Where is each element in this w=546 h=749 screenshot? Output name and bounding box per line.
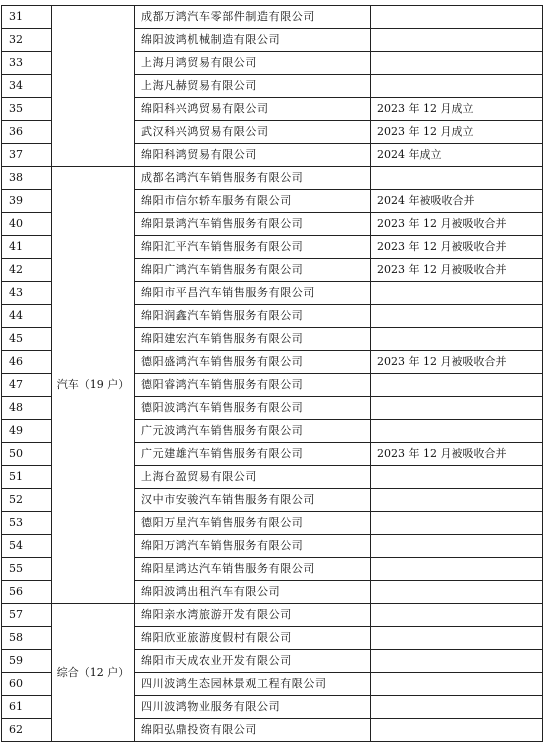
remark: 2023 年 12 月成立 xyxy=(371,121,543,144)
company-name: 绵阳波鸿出租汽车有限公司 xyxy=(135,581,371,604)
remark xyxy=(371,696,543,719)
company-name: 绵阳市天成农业开发有限公司 xyxy=(135,650,371,673)
table-row xyxy=(2,604,543,627)
remark: 2023 年 12 月被吸收合并 xyxy=(371,351,543,374)
remark xyxy=(371,673,543,696)
remark xyxy=(371,397,543,420)
company-name: 德阳万星汽车销售服务有限公司 xyxy=(135,512,371,535)
category-cell xyxy=(52,6,135,167)
remark xyxy=(371,512,543,535)
company-name: 绵阳万鸿汽车销售服务有限公司 xyxy=(135,535,371,558)
row-number: 40 xyxy=(2,213,52,236)
remark xyxy=(371,535,543,558)
row-number: 57 xyxy=(2,604,52,627)
category-cell: 综合（12 户） xyxy=(52,604,135,742)
remark xyxy=(371,167,543,190)
row-number: 45 xyxy=(2,328,52,351)
company-name: 成都名鸿汽车销售服务有限公司 xyxy=(135,167,371,190)
row-number: 52 xyxy=(2,489,52,512)
remark xyxy=(371,328,543,351)
company-name: 德阳盛鸿汽车销售服务有限公司 xyxy=(135,351,371,374)
company-name: 绵阳市信尔轿车服务有限公司 xyxy=(135,190,371,213)
company-name: 广元波鸿汽车销售服务有限公司 xyxy=(135,420,371,443)
row-number: 34 xyxy=(2,75,52,98)
row-number: 35 xyxy=(2,98,52,121)
row-number: 49 xyxy=(2,420,52,443)
remark xyxy=(371,719,543,742)
remark xyxy=(371,650,543,673)
row-number: 54 xyxy=(2,535,52,558)
company-name: 绵阳润鑫汽车销售服务有限公司 xyxy=(135,305,371,328)
row-number: 60 xyxy=(2,673,52,696)
remark xyxy=(371,420,543,443)
remark xyxy=(371,305,543,328)
company-name: 绵阳广鸿汽车销售服务有限公司 xyxy=(135,259,371,282)
company-table-body xyxy=(2,6,543,742)
row-number: 44 xyxy=(2,305,52,328)
row-number: 39 xyxy=(2,190,52,213)
remark xyxy=(371,466,543,489)
remark xyxy=(371,581,543,604)
remark: 2023 年 12 月被吸收合并 xyxy=(371,236,543,259)
company-name: 汉中市安骏汽车销售服务有限公司 xyxy=(135,489,371,512)
company-name: 绵阳景鸿汽车销售服务有限公司 xyxy=(135,213,371,236)
remark: 2023 年 12 月被吸收合并 xyxy=(371,259,543,282)
company-name: 绵阳亲水湾旅游开发有限公司 xyxy=(135,604,371,627)
company-name: 德阳波鸿汽车销售服务有限公司 xyxy=(135,397,371,420)
row-number: 53 xyxy=(2,512,52,535)
company-name: 绵阳弘鼎投资有限公司 xyxy=(135,719,371,742)
row-number: 38 xyxy=(2,167,52,190)
row-number: 32 xyxy=(2,29,52,52)
category-cell: 汽车（19 户） xyxy=(52,167,135,604)
company-name: 德阳睿鸿汽车销售服务有限公司 xyxy=(135,374,371,397)
company-name: 绵阳科鸿贸易有限公司 xyxy=(135,144,371,167)
row-number: 55 xyxy=(2,558,52,581)
company-name: 四川波鸿物业服务有限公司 xyxy=(135,696,371,719)
company-table xyxy=(1,5,543,742)
row-number: 47 xyxy=(2,374,52,397)
row-number: 41 xyxy=(2,236,52,259)
remark xyxy=(371,29,543,52)
company-name: 绵阳建宏汽车销售服务有限公司 xyxy=(135,328,371,351)
remark xyxy=(371,604,543,627)
remark xyxy=(371,6,543,29)
remark xyxy=(371,75,543,98)
company-name: 绵阳星鸿达汽车销售服务有限公司 xyxy=(135,558,371,581)
row-number: 37 xyxy=(2,144,52,167)
row-number: 61 xyxy=(2,696,52,719)
company-name: 成都万鸿汽车零部件制造有限公司 xyxy=(135,6,371,29)
company-name: 上海月鸿贸易有限公司 xyxy=(135,52,371,75)
row-number: 36 xyxy=(2,121,52,144)
company-name: 绵阳科兴鸿贸易有限公司 xyxy=(135,98,371,121)
company-name: 四川波鸿生态园林景观工程有限公司 xyxy=(135,673,371,696)
table-row xyxy=(2,6,543,29)
company-name: 绵阳市平昌汽车销售服务有限公司 xyxy=(135,282,371,305)
remark xyxy=(371,489,543,512)
row-number: 43 xyxy=(2,282,52,305)
remark: 2023 年 12 月被吸收合并 xyxy=(371,443,543,466)
row-number: 58 xyxy=(2,627,52,650)
company-name: 武汉科兴鸿贸易有限公司 xyxy=(135,121,371,144)
remark xyxy=(371,627,543,650)
row-number: 56 xyxy=(2,581,52,604)
remark: 2024 年成立 xyxy=(371,144,543,167)
remark: 2023 年 12 月被吸收合并 xyxy=(371,213,543,236)
company-name: 绵阳汇平汽车销售服务有限公司 xyxy=(135,236,371,259)
row-number: 59 xyxy=(2,650,52,673)
remark xyxy=(371,282,543,305)
remark xyxy=(371,558,543,581)
company-name: 绵阳波鸿机械制造有限公司 xyxy=(135,29,371,52)
row-number: 42 xyxy=(2,259,52,282)
row-number: 51 xyxy=(2,466,52,489)
remark xyxy=(371,374,543,397)
row-number: 50 xyxy=(2,443,52,466)
row-number: 33 xyxy=(2,52,52,75)
table-row xyxy=(2,167,543,190)
row-number: 31 xyxy=(2,6,52,29)
remark xyxy=(371,52,543,75)
remark: 2023 年 12 月成立 xyxy=(371,98,543,121)
company-name: 绵阳欣亚旅游度假村有限公司 xyxy=(135,627,371,650)
remark: 2024 年被吸收合并 xyxy=(371,190,543,213)
company-name: 上海凡赫贸易有限公司 xyxy=(135,75,371,98)
row-number: 46 xyxy=(2,351,52,374)
company-name: 广元建雄汽车销售服务有限公司 xyxy=(135,443,371,466)
row-number: 62 xyxy=(2,719,52,742)
company-name: 上海台盈贸易有限公司 xyxy=(135,466,371,489)
row-number: 48 xyxy=(2,397,52,420)
